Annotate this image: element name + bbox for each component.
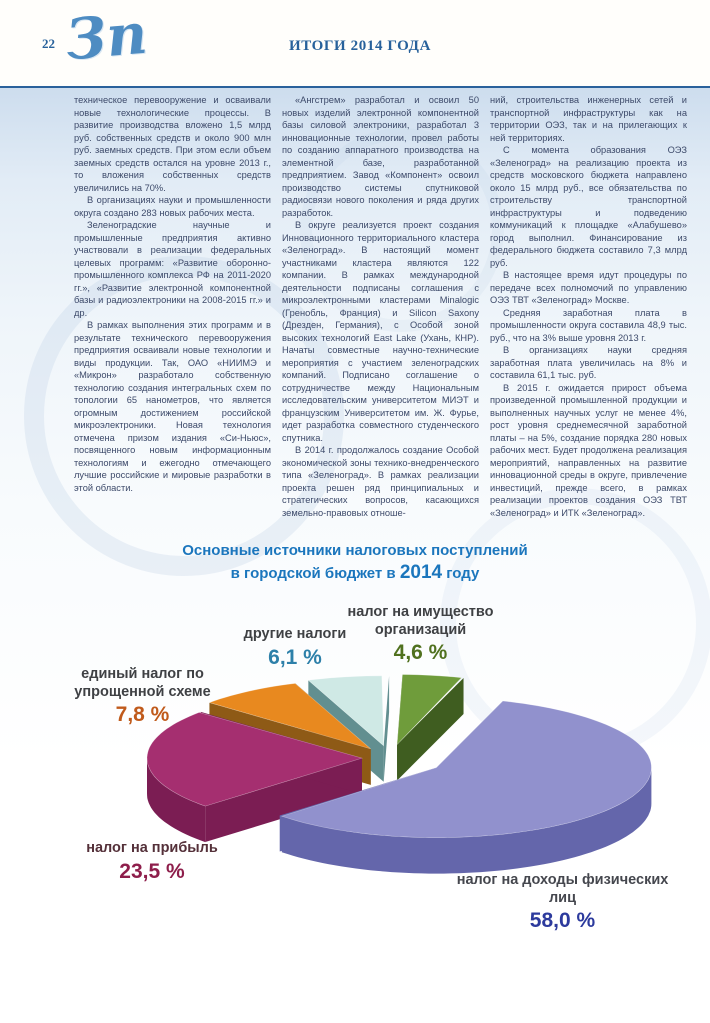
chart-title-line2: в городской бюджет в 2014 году <box>230 561 480 583</box>
paragraph: Средняя заработная плата в промышленности округа составила 48,9 тыс. руб., что на 3% выше уровня 2013 г. <box>490 307 687 343</box>
pie-slice-label <box>35 666 250 727</box>
pie-slice-label <box>200 626 390 670</box>
paragraph: Зеленоградские научные и промышленные предприятия активно участвовали в реализации федеральных целевых программ: «Развитие оборонно-промышленного комплекса РФ на 2011-2020 гг.», «Развитие электронной компонентной базы и радиоэлектроники на 2008-2015 гг.» и др. <box>74 220 271 318</box>
slice-value: 23,5 % <box>119 859 185 883</box>
paragraph: В 2014 г. продолжалось создание Особой экономической зоны технико-внедренческого типа «Зеленоград». В рамках реализации проекта решен ряд принципиальных и стратегических вопросов, касающихся земельно-правовых отноше- <box>282 445 479 518</box>
slice-name: налог на имущество организаций <box>347 604 494 638</box>
text-column <box>282 94 479 519</box>
paragraph: В организациях науки средняя заработная плата увеличилась на 8% и составила 61,1 тыс. руб. <box>490 345 687 380</box>
slice-value: 7,8 % <box>115 703 170 727</box>
page-number: 22 <box>42 36 55 51</box>
slice-value: 58,0 % <box>529 909 596 933</box>
paragraph: «Ангстрем» разработал и освоил 50 новых изделий электронной компонентной базы силовой электроники, разработал 3 инновационные технологии, провел работы по созданию аппаратного производства на элементной базе, разработанной предприятием. Завод «Компонент» освоил производство системы спутниковой радиосвязи нового поколения и ряда других разработок. <box>282 95 479 218</box>
pie-slice-label <box>42 840 262 884</box>
slice-value: 6,1 % <box>268 645 322 669</box>
slice-name: налог на прибыль <box>86 840 218 856</box>
tax-revenue-pie-chart <box>0 530 710 1023</box>
slice-name: единый налог по упрощенной схеме <box>74 666 211 700</box>
text-column <box>490 94 687 519</box>
pie-slice-label <box>455 872 670 933</box>
columns <box>74 94 686 519</box>
paragraph: В 2015 г. ожидается прирост объема произведенной промышленной продукции и выполненных научных услуг не менее 4%, рост уровня среднемесячной заработной платы – на 5%, создание порядка 280 новых рабочих мест. Будет продолжена реализация мероприятий, направленных на развитие инновационной среды в округе, привлечение инвестиций, прежде всего, в рамках реализации проектов создания ОЭЗ ТВТ «Зеленоград» и ИТК «Зеленоград». <box>490 382 687 518</box>
slice-value: 4,6 % <box>393 641 448 665</box>
paragraph: ний, строительства инженерных сетей и транспортной инфраструктуры как на территории ОЭЗ, так и на прилегающих к ней территориях. <box>490 95 687 143</box>
slice-name: налог на доходы физических лиц <box>456 872 669 906</box>
page-title: ИТОГИ 2014 ГОДА <box>288 38 432 54</box>
paragraph: В организациях науки и промышленности округа создано 283 новых рабочих места. <box>74 195 271 218</box>
paragraph: В настоящее время идут процедуры по передаче всех полномочий по управлению ОЭЗ ТВТ «Зеленоград» Москве. <box>490 270 687 305</box>
paragraph: техническое перевооружение и осваивали новые технологические процессы. В развитие производства вложено 1,5 млрд руб. собственных средств и около 900 млн руб. заемных средств. При этом если объем заемных средств остался на уровне 2013 г., то вложения собственных средств увеличились на 70%. <box>74 95 271 193</box>
chart-title-line1: Основные источники налоговых поступлений <box>182 542 528 559</box>
pie-slice-shape <box>384 676 389 782</box>
paragraph: С момента образования ОЭЗ «Зеленоград» на реализацию проекта из средств московского бюджета направлено около 15 млрд руб., все обязательства по строительству транспортной инфраструктуры и подведению коммуникаций к площадке «Алабушево» город выполнил. Финансирование из федерального бюджета составило 7,3 млрд руб. <box>490 145 687 268</box>
chart-title-year: 2014 <box>399 561 443 583</box>
zp-logo: Зп <box>63 0 150 74</box>
text-column <box>74 94 271 519</box>
slice-name: другие налоги <box>243 626 347 642</box>
paragraph: В рамках выполнения этих программ и в результате технического перевооружения предприятия осваивали новые технологии и виды продукции. Так, ОАО «НИИМЭ и «Микрон» разработало собственную технологию создания интегральных схем по топологии 65 нанометров, что является огромным достижением российской микроэлектроники. Новая технология отмечена призом издания «Си-Ньюс», посвященного новым информационным технологиям и ежегодно отмечающего лучшие российские и мировые разработки в этой области. <box>74 320 271 493</box>
paragraph: В округе реализуется проект создания Инновационного территориального кластера «Зеленоград». В настоящий момент участниками кластера являются 122 компании. В рамках международной деятельности подписаны соглашения с микроэлектронными кластерами Minalogic (Гренобль, Франция) и Silicon Saxony (Дрезден, Германия), с Особой зоной высоких технологий East Lake (Ухань, КНР). Начаты совместные научно-технические мероприятия с участием зеленоградских компаний. Подписано соглашение о сотрудничестве между Национальным исследовательским университетом МИЭТ и французским Университетом им. Ж. Фурье, идет разработка совместного студенческого спутника. <box>282 220 479 443</box>
